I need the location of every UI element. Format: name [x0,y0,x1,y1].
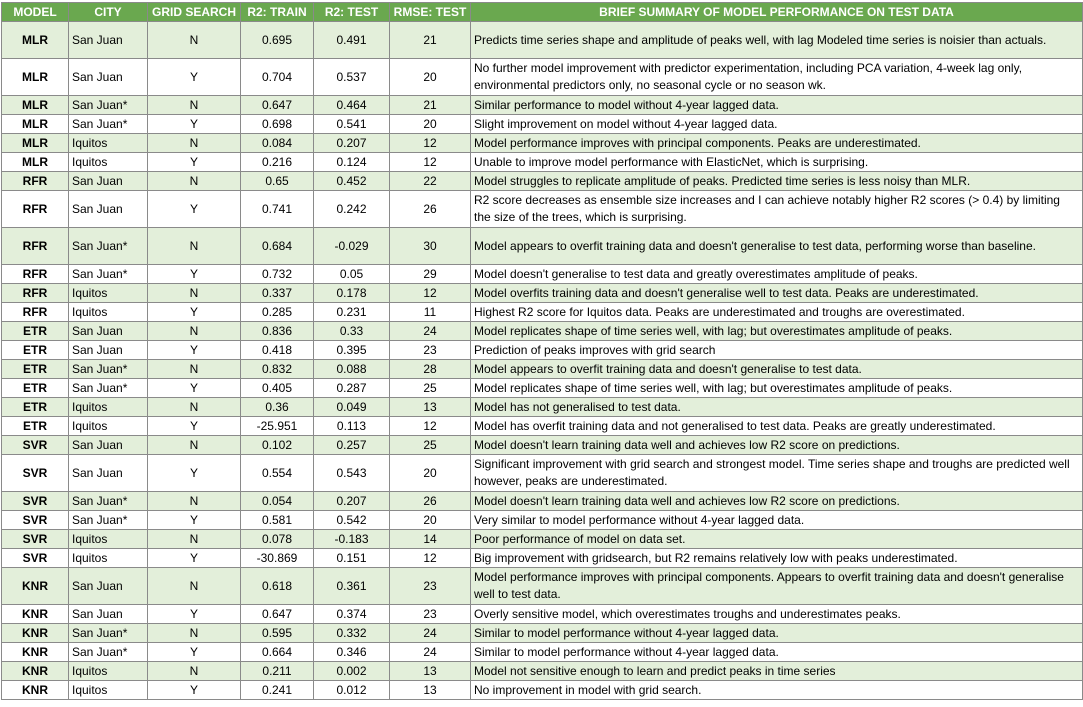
cell-r2-train: 0.102 [241,436,314,455]
cell-model: SVR [2,511,69,530]
cell-model: ETR [2,322,69,341]
cell-model: RFR [2,284,69,303]
cell-r2-test: -0.029 [314,228,390,265]
cell-grid-search: Y [148,511,241,530]
table-row [2,549,1083,568]
cell-city: San Juan [69,322,148,341]
cell-r2-train: 0.704 [241,59,314,96]
cell-summary: Poor performance of model on data set. [471,530,1083,549]
cell-r2-train: 0.078 [241,530,314,549]
cell-model: KNR [2,662,69,681]
cell-summary: Big improvement with gridsearch, but R2 remains relatively low with peaks underestimated. [471,549,1083,568]
cell-grid-search: Y [148,549,241,568]
cell-r2-test: 0.537 [314,59,390,96]
header-row [2,3,1083,22]
header-model: MODEL [2,3,69,22]
cell-model: RFR [2,228,69,265]
cell-city: San Juan [69,605,148,624]
cell-r2-train: 0.054 [241,492,314,511]
cell-city: Iquitos [69,153,148,172]
cell-r2-test: 0.242 [314,191,390,228]
cell-r2-test: 0.374 [314,605,390,624]
cell-grid-search: N [148,228,241,265]
cell-summary: Model performance improves with principal components. Peaks are underestimated. [471,134,1083,153]
cell-grid-search: N [148,284,241,303]
cell-r2-test: 0.049 [314,398,390,417]
cell-model: MLR [2,153,69,172]
cell-city: Iquitos [69,417,148,436]
cell-r2-train: 0.698 [241,115,314,134]
cell-city: San Juan [69,172,148,191]
cell-r2-train: 0.618 [241,568,314,605]
cell-rmse-test: 25 [390,436,471,455]
cell-grid-search: N [148,624,241,643]
table-row [2,172,1083,191]
cell-r2-train: 0.832 [241,360,314,379]
cell-model: RFR [2,303,69,322]
cell-r2-test: -0.183 [314,530,390,549]
cell-city: San Juan* [69,624,148,643]
header-r2-train: R2: TRAIN [241,3,314,22]
table-row [2,455,1083,492]
cell-r2-train: 0.647 [241,96,314,115]
cell-summary: Unable to improve model performance with ElasticNet, which is surprising. [471,153,1083,172]
cell-rmse-test: 21 [390,22,471,59]
model-performance-table [1,2,1083,700]
table-row [2,492,1083,511]
cell-r2-train: 0.65 [241,172,314,191]
cell-r2-test: 0.541 [314,115,390,134]
cell-grid-search: N [148,436,241,455]
cell-rmse-test: 13 [390,681,471,700]
cell-r2-test: 0.088 [314,360,390,379]
cell-r2-train: 0.216 [241,153,314,172]
cell-model: ETR [2,341,69,360]
cell-r2-train: -25.951 [241,417,314,436]
cell-summary: Model has overfit training data and not generalised to test data. Peaks are greatly underestimated. [471,417,1083,436]
cell-r2-test: 0.287 [314,379,390,398]
cell-city: San Juan* [69,360,148,379]
cell-summary: Model appears to overfit training data and doesn't generalise to test data, performing worse than baseline. [471,228,1083,265]
cell-summary: Model struggles to replicate amplitude of peaks. Predicted time series is less noisy than MLR. [471,172,1083,191]
cell-summary: Model not sensitive enough to learn and predict peaks in time series [471,662,1083,681]
cell-summary: R2 score decreases as ensemble size increases and I can achieve notably higher R2 scores (> 0.4) by limiting the size of the trees, which is surprising. [471,191,1083,228]
table-row [2,568,1083,605]
cell-grid-search: Y [148,417,241,436]
cell-grid-search: Y [148,191,241,228]
cell-city: Iquitos [69,134,148,153]
cell-rmse-test: 12 [390,284,471,303]
cell-city: San Juan [69,341,148,360]
cell-summary: Slight improvement on model without 4-year lagged data. [471,115,1083,134]
cell-r2-train: 0.741 [241,191,314,228]
cell-grid-search: N [148,22,241,59]
cell-summary: No further model improvement with predictor experimentation, including PCA variation, 4-week lag only, environmental predictors only, no seasonal cycle or no season wk. [471,59,1083,96]
cell-grid-search: Y [148,59,241,96]
cell-grid-search: N [148,322,241,341]
cell-model: KNR [2,568,69,605]
cell-r2-test: 0.002 [314,662,390,681]
cell-model: SVR [2,436,69,455]
cell-rmse-test: 23 [390,605,471,624]
cell-summary: Significant improvement with grid search and strongest model. Time series shape and troughs are predicted well however, peaks are underestimated. [471,455,1083,492]
cell-grid-search: N [148,492,241,511]
cell-r2-train: 0.405 [241,379,314,398]
cell-rmse-test: 23 [390,341,471,360]
cell-r2-test: 0.012 [314,681,390,700]
cell-city: San Juan* [69,228,148,265]
header-rmse-test: RMSE: TEST [390,3,471,22]
cell-r2-train: 0.241 [241,681,314,700]
cell-city: San Juan* [69,511,148,530]
cell-r2-test: 0.346 [314,643,390,662]
cell-summary: No improvement in model with grid search. [471,681,1083,700]
cell-city: San Juan [69,59,148,96]
cell-summary: Very similar to model performance without 4-year lagged data. [471,511,1083,530]
cell-r2-test: 0.178 [314,284,390,303]
cell-r2-train: 0.595 [241,624,314,643]
cell-r2-train: 0.647 [241,605,314,624]
header-r2-test: R2: TEST [314,3,390,22]
cell-rmse-test: 24 [390,643,471,662]
header-summary: BRIEF SUMMARY OF MODEL PERFORMANCE ON TEST DATA [471,3,1083,22]
cell-summary: Highest R2 score for Iquitos data. Peaks are underestimated and troughs are overestimated. [471,303,1083,322]
table-row [2,360,1083,379]
header-city: CITY [69,3,148,22]
cell-rmse-test: 14 [390,530,471,549]
cell-model: RFR [2,265,69,284]
cell-city: Iquitos [69,398,148,417]
cell-city: Iquitos [69,662,148,681]
cell-r2-train: 0.36 [241,398,314,417]
cell-r2-test: 0.452 [314,172,390,191]
cell-r2-test: 0.542 [314,511,390,530]
cell-r2-test: 0.33 [314,322,390,341]
cell-r2-test: 0.257 [314,436,390,455]
cell-r2-train: 0.732 [241,265,314,284]
cell-city: San Juan [69,455,148,492]
cell-rmse-test: 11 [390,303,471,322]
cell-r2-train: -30.869 [241,549,314,568]
cell-rmse-test: 23 [390,568,471,605]
cell-rmse-test: 12 [390,153,471,172]
table-row [2,115,1083,134]
cell-rmse-test: 12 [390,417,471,436]
cell-r2-test: 0.207 [314,492,390,511]
table-row [2,605,1083,624]
table-row [2,134,1083,153]
cell-summary: Model doesn't learn training data well and achieves low R2 score on predictions. [471,492,1083,511]
cell-rmse-test: 28 [390,360,471,379]
cell-rmse-test: 12 [390,549,471,568]
cell-rmse-test: 13 [390,398,471,417]
cell-r2-test: 0.231 [314,303,390,322]
table-row [2,643,1083,662]
cell-grid-search: N [148,568,241,605]
cell-summary: Prediction of peaks improves with grid search [471,341,1083,360]
cell-grid-search: Y [148,153,241,172]
cell-rmse-test: 29 [390,265,471,284]
cell-summary: Model replicates shape of time series well, with lag; but overestimates amplitude of peaks. [471,379,1083,398]
cell-rmse-test: 25 [390,379,471,398]
table-row [2,322,1083,341]
cell-r2-test: 0.05 [314,265,390,284]
cell-summary: Overly sensitive model, which overestimates troughs and underestimates peaks. [471,605,1083,624]
table-body [2,22,1083,700]
table-row [2,228,1083,265]
table-row [2,341,1083,360]
table-row [2,417,1083,436]
cell-r2-train: 0.084 [241,134,314,153]
table-row [2,59,1083,96]
cell-city: San Juan [69,568,148,605]
cell-model: SVR [2,455,69,492]
cell-r2-test: 0.491 [314,22,390,59]
cell-city: Iquitos [69,303,148,322]
cell-model: RFR [2,172,69,191]
cell-city: Iquitos [69,681,148,700]
table-row [2,681,1083,700]
cell-r2-test: 0.361 [314,568,390,605]
table-row [2,265,1083,284]
cell-summary: Model overfits training data and doesn't generalise well to test data. Peaks are underestimated. [471,284,1083,303]
table-row [2,22,1083,59]
cell-r2-test: 0.395 [314,341,390,360]
cell-r2-train: 0.554 [241,455,314,492]
cell-grid-search: Y [148,643,241,662]
cell-r2-train: 0.285 [241,303,314,322]
cell-city: Iquitos [69,284,148,303]
header-grid-search: GRID SEARCH [148,3,241,22]
cell-summary: Predicts time series shape and amplitude of peaks well, with lag Modeled time series is noisier than actuals. [471,22,1083,59]
cell-r2-test: 0.124 [314,153,390,172]
cell-grid-search: Y [148,265,241,284]
cell-rmse-test: 30 [390,228,471,265]
cell-city: Iquitos [69,549,148,568]
cell-r2-test: 0.113 [314,417,390,436]
cell-city: San Juan* [69,643,148,662]
cell-city: San Juan [69,191,148,228]
cell-r2-train: 0.664 [241,643,314,662]
cell-r2-train: 0.211 [241,662,314,681]
cell-r2-test: 0.207 [314,134,390,153]
table-row [2,436,1083,455]
cell-model: RFR [2,191,69,228]
cell-r2-test: 0.543 [314,455,390,492]
cell-city: San Juan* [69,115,148,134]
cell-grid-search: Y [148,379,241,398]
table-row [2,284,1083,303]
cell-city: San Juan* [69,96,148,115]
cell-r2-test: 0.332 [314,624,390,643]
cell-grid-search: N [148,662,241,681]
cell-grid-search: Y [148,605,241,624]
cell-rmse-test: 20 [390,455,471,492]
cell-grid-search: Y [148,341,241,360]
cell-summary: Model performance improves with principal components. Appears to overfit training data and doesn't generalise well to test data. [471,568,1083,605]
cell-grid-search: Y [148,681,241,700]
cell-summary: Model appears to overfit training data and doesn't generalise to test data. [471,360,1083,379]
cell-rmse-test: 22 [390,172,471,191]
cell-rmse-test: 26 [390,492,471,511]
cell-model: SVR [2,492,69,511]
cell-summary: Model has not generalised to test data. [471,398,1083,417]
cell-r2-train: 0.337 [241,284,314,303]
cell-summary: Model doesn't learn training data well and achieves low R2 score on predictions. [471,436,1083,455]
cell-rmse-test: 24 [390,322,471,341]
cell-model: MLR [2,59,69,96]
cell-city: San Juan* [69,265,148,284]
cell-grid-search: Y [148,115,241,134]
cell-r2-train: 0.695 [241,22,314,59]
cell-r2-train: 0.836 [241,322,314,341]
table-row [2,96,1083,115]
cell-city: Iquitos [69,530,148,549]
cell-grid-search: N [148,134,241,153]
cell-summary: Similar to model performance without 4-year lagged data. [471,624,1083,643]
cell-model: MLR [2,96,69,115]
table-row [2,303,1083,322]
cell-grid-search: Y [148,303,241,322]
table-row [2,153,1083,172]
cell-rmse-test: 20 [390,115,471,134]
cell-summary: Similar performance to model without 4-year lagged data. [471,96,1083,115]
cell-r2-train: 0.581 [241,511,314,530]
table-row [2,624,1083,643]
cell-r2-train: 0.684 [241,228,314,265]
cell-model: KNR [2,605,69,624]
table-row [2,530,1083,549]
cell-model: SVR [2,549,69,568]
cell-model: KNR [2,624,69,643]
cell-model: MLR [2,134,69,153]
cell-model: KNR [2,681,69,700]
cell-model: KNR [2,643,69,662]
cell-city: San Juan* [69,379,148,398]
cell-rmse-test: 20 [390,59,471,96]
cell-model: SVR [2,530,69,549]
cell-grid-search: N [148,96,241,115]
cell-rmse-test: 26 [390,191,471,228]
table-row [2,511,1083,530]
cell-model: ETR [2,379,69,398]
cell-model: MLR [2,22,69,59]
cell-rmse-test: 13 [390,662,471,681]
cell-grid-search: N [148,530,241,549]
table-row [2,398,1083,417]
cell-rmse-test: 21 [390,96,471,115]
cell-city: San Juan [69,436,148,455]
cell-rmse-test: 12 [390,134,471,153]
cell-model: ETR [2,398,69,417]
table-row [2,191,1083,228]
cell-summary: Model doesn't generalise to test data and greatly overestimates amplitude of peaks. [471,265,1083,284]
table-row [2,662,1083,681]
cell-city: San Juan* [69,492,148,511]
cell-r2-test: 0.464 [314,96,390,115]
cell-grid-search: N [148,172,241,191]
cell-grid-search: Y [148,455,241,492]
table-row [2,379,1083,398]
cell-rmse-test: 24 [390,624,471,643]
cell-model: ETR [2,417,69,436]
cell-r2-test: 0.151 [314,549,390,568]
cell-grid-search: N [148,360,241,379]
cell-rmse-test: 20 [390,511,471,530]
cell-model: ETR [2,360,69,379]
cell-r2-train: 0.418 [241,341,314,360]
cell-summary: Similar to model performance without 4-year lagged data. [471,643,1083,662]
cell-summary: Model replicates shape of time series well, with lag; but overestimates amplitude of peaks. [471,322,1083,341]
cell-grid-search: N [148,398,241,417]
cell-city: San Juan [69,22,148,59]
cell-model: MLR [2,115,69,134]
